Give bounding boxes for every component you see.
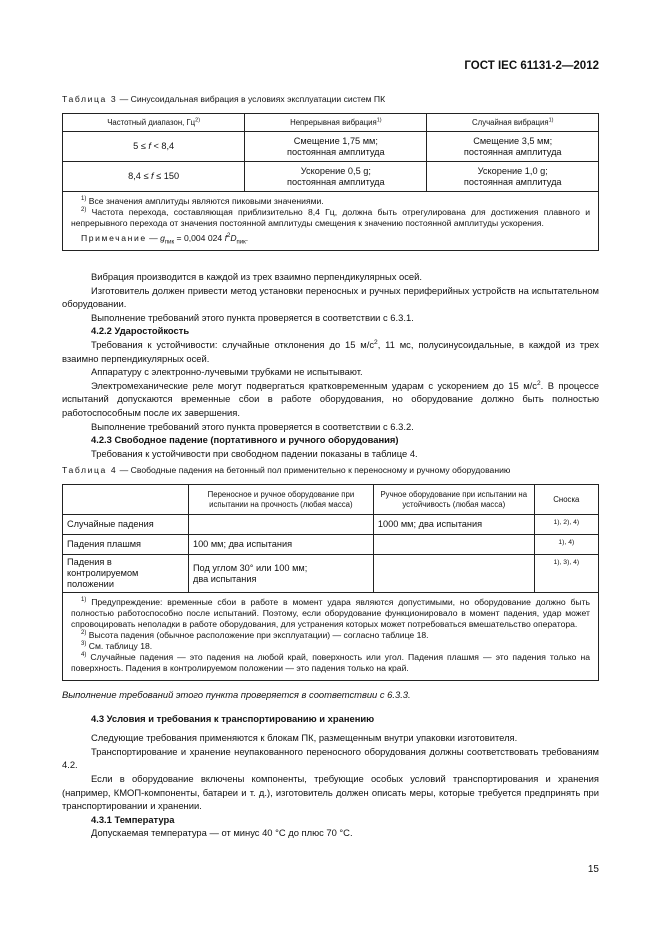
table4-note-1: $^{1)}$ Предупреждение: временные сбои в работе в момент удара являются допустимыми, но оборудование должно быть полностью работоспособно после испытаний. Поэтому, если оборудование функционировало в момент падения, удар может спровоцировать неполадки в работе оборудования, для устранения которых может потребоваться вмешательство оператора. <box>71 597 590 629</box>
table4-caption <box>62 465 510 475</box>
table-row <box>63 132 599 162</box>
table4-notes <box>63 593 599 681</box>
heading-4-3: 4.3 Условия и требования к транспортированию и хранению <box>91 712 375 724</box>
table4-row-name: Падения в контролируемом положении <box>63 555 189 593</box>
heading-4-2-3: 4.2.3 Свободное падение (портативного и ручного оборудования) <box>91 434 399 446</box>
table3-cell-range: 8,4 ≤ f ≤ 150 <box>63 162 245 192</box>
table4-note-4: $^{4)}$ Случайные падения — это падения на любой край, поверхность или угол. Падения плашмя — это падения только на поверхность. Падения в контролируемом положении — это падения только на край. <box>71 652 591 673</box>
table4-cell-strength: Под углом 30° или 100 мм; два испытания <box>188 555 373 593</box>
body-section-4-2 <box>62 270 599 460</box>
table3-caption <box>62 94 385 104</box>
paragraph: Выполнение требований этого пункта проверяется в соответствии с 6.3.3. <box>62 689 411 700</box>
paragraph: Требования к устойчивости при свободном падении показаны в таблице 4. <box>91 447 418 459</box>
paragraph: Выполнение требований этого пункта проверяется в соответствии с 6.3.2. <box>91 420 414 432</box>
table3-col-frequency: Частотный диапазон, $Гц^{2)}$ <box>63 114 245 132</box>
table4-col-type <box>63 485 189 515</box>
table4-cell-footnote: 1), 4) <box>534 535 598 555</box>
paragraph: Если в оборудование включены компоненты, требующие особых условий транспортирования и хранения (например, КМОП-компоненты, батареи и т. д.), изготовитель должен описать меры, которые требуется предпринять при транспортировании и хранении. <box>62 772 599 812</box>
table4-note-3: $^{3)}$ См. таблицу 18. <box>81 641 153 651</box>
table4-col-strength: Переносное и ручное оборудование при испытании на прочность (любая масса) <box>188 485 373 515</box>
table4-row-name: Случайные падения <box>63 515 189 535</box>
table-row <box>63 515 599 535</box>
table3-remark: Примечание — $g_{пик} = 0,004$ 024 $f^2D_{пик}$. <box>81 233 249 246</box>
paragraph: Допускаемая температура — от минус 40 °С до плюс 70 °С. <box>91 827 353 839</box>
table3-notes <box>63 192 599 251</box>
table3-cell-range: 5 ≤ f < 8,4 <box>63 132 245 162</box>
table4 <box>62 484 599 681</box>
table3-cell-continuous: Смещение 1,75 мм; постоянная амплитуда <box>245 132 427 162</box>
table3-caption-label: Таблица 3 <box>62 94 118 104</box>
table3-caption-text: — Синусоидальная вибрация в условиях эксплуатации систем ПК <box>119 94 386 104</box>
table4-cell-stability: 1000 мм; два испытания <box>373 515 534 535</box>
table4-cell-strength <box>188 515 373 535</box>
table4-note-2: $^{2)}$ Высота падения (обычное расположение при эксплуатации) — согласно таблице 18. <box>81 630 429 640</box>
table3-notes-row <box>63 192 599 251</box>
table3-cell-random: Смещение 3,5 мм; постоянная амплитуда <box>427 132 599 162</box>
table4-row-name: Падения плашмя <box>63 535 189 555</box>
table4-notes-row <box>63 593 599 681</box>
paragraph: Электромеханические реле могут подвергаться кратковременным ударам с ускорением до 15 $м/с^2$. В процессе испытаний допускаются временные сбои в работе оборудования, но оборудование должно быть полностью работоспособным после их завершения. <box>62 379 599 418</box>
table3-col-random: Случайная вибрация$^{1)}$ <box>427 114 599 132</box>
table4-cell-stability <box>373 555 534 593</box>
table3-note-2: $^{2)}$ Частота перехода, составляющая приблизительно 8,4 Гц, должна быть отрегулирована для достижения плавного и непрерывного перехода от значения постоянной амплитуды смещения к значению постоянной амплитуды ускорения. <box>71 207 590 228</box>
table4-cell-strength: 100 мм; два испытания <box>188 535 373 555</box>
table3-cell-random: Ускорение 1,0 g; постоянная амплитуда <box>427 162 599 192</box>
page-number: 15 <box>587 864 599 875</box>
table3 <box>62 113 599 251</box>
paragraph: Вибрация производится в каждой из трех взаимно перпендикулярных осей. <box>91 271 422 282</box>
table3-cell-continuous: Ускорение 0,5 g; постоянная амплитуда <box>245 162 427 192</box>
table-row <box>63 535 599 555</box>
heading-4-2-2: 4.2.2 Ударостойкость <box>91 325 190 337</box>
standard-designation: ГОСТ IEC 61131-2—2012 <box>464 60 599 72</box>
table3-note-1: $^{1)}$ Все значения амплитуды являются пиковыми значениями. <box>81 196 324 206</box>
paragraph: Аппаратуру с электронно-лучевыми трубками не испытывают. <box>91 366 363 378</box>
table4-cell-footnote: 1), 3), 4) <box>534 555 598 593</box>
table4-cell-stability <box>373 535 534 555</box>
table4-caption-label: Таблица 4 <box>62 465 118 475</box>
table-row <box>63 162 599 192</box>
heading-4-3-1: 4.3.1 Температура <box>91 813 175 825</box>
paragraph: Следующие требования применяются к блокам ПК, размещенным внутри упаковки изготовителя. <box>91 732 518 744</box>
body-section-4-3 <box>62 688 599 840</box>
paragraph: Требования к устойчивости: случайные отклонения до 15 $м/с^2$, 11 мс, полусинусоидальные, в каждой из трех взаимно перпендикулярных осей. <box>62 338 599 364</box>
paragraph: Выполнение требований этого пункта проверяется в соответствии с 6.3.1. <box>91 311 414 323</box>
table4-col-footnote: Сноска <box>534 485 598 515</box>
paragraph: Изготовитель должен привести метод установки переносных и ручных периферийных устройств на испытательном оборудовании. <box>62 284 599 310</box>
spacer <box>62 702 599 712</box>
table4-caption-text: — Свободные падения на бетонный пол применительно к переносному и ручному оборудованию <box>119 465 511 475</box>
table3-header-row <box>63 114 599 132</box>
table4-cell-footnote: 1), 2), 4) <box>534 515 598 535</box>
table3-col-continuous: Непрерывная вибрация$^{1)}$ <box>245 114 427 132</box>
table4-header-row <box>63 485 599 515</box>
paragraph: Транспортирование и хранение неупакованного переносного оборудования должны соответствовать требованиям 4.2. <box>62 745 599 771</box>
table-row <box>63 555 599 593</box>
table4-col-stability: Ручное оборудование при испытании на устойчивость (любая масса) <box>373 485 534 515</box>
